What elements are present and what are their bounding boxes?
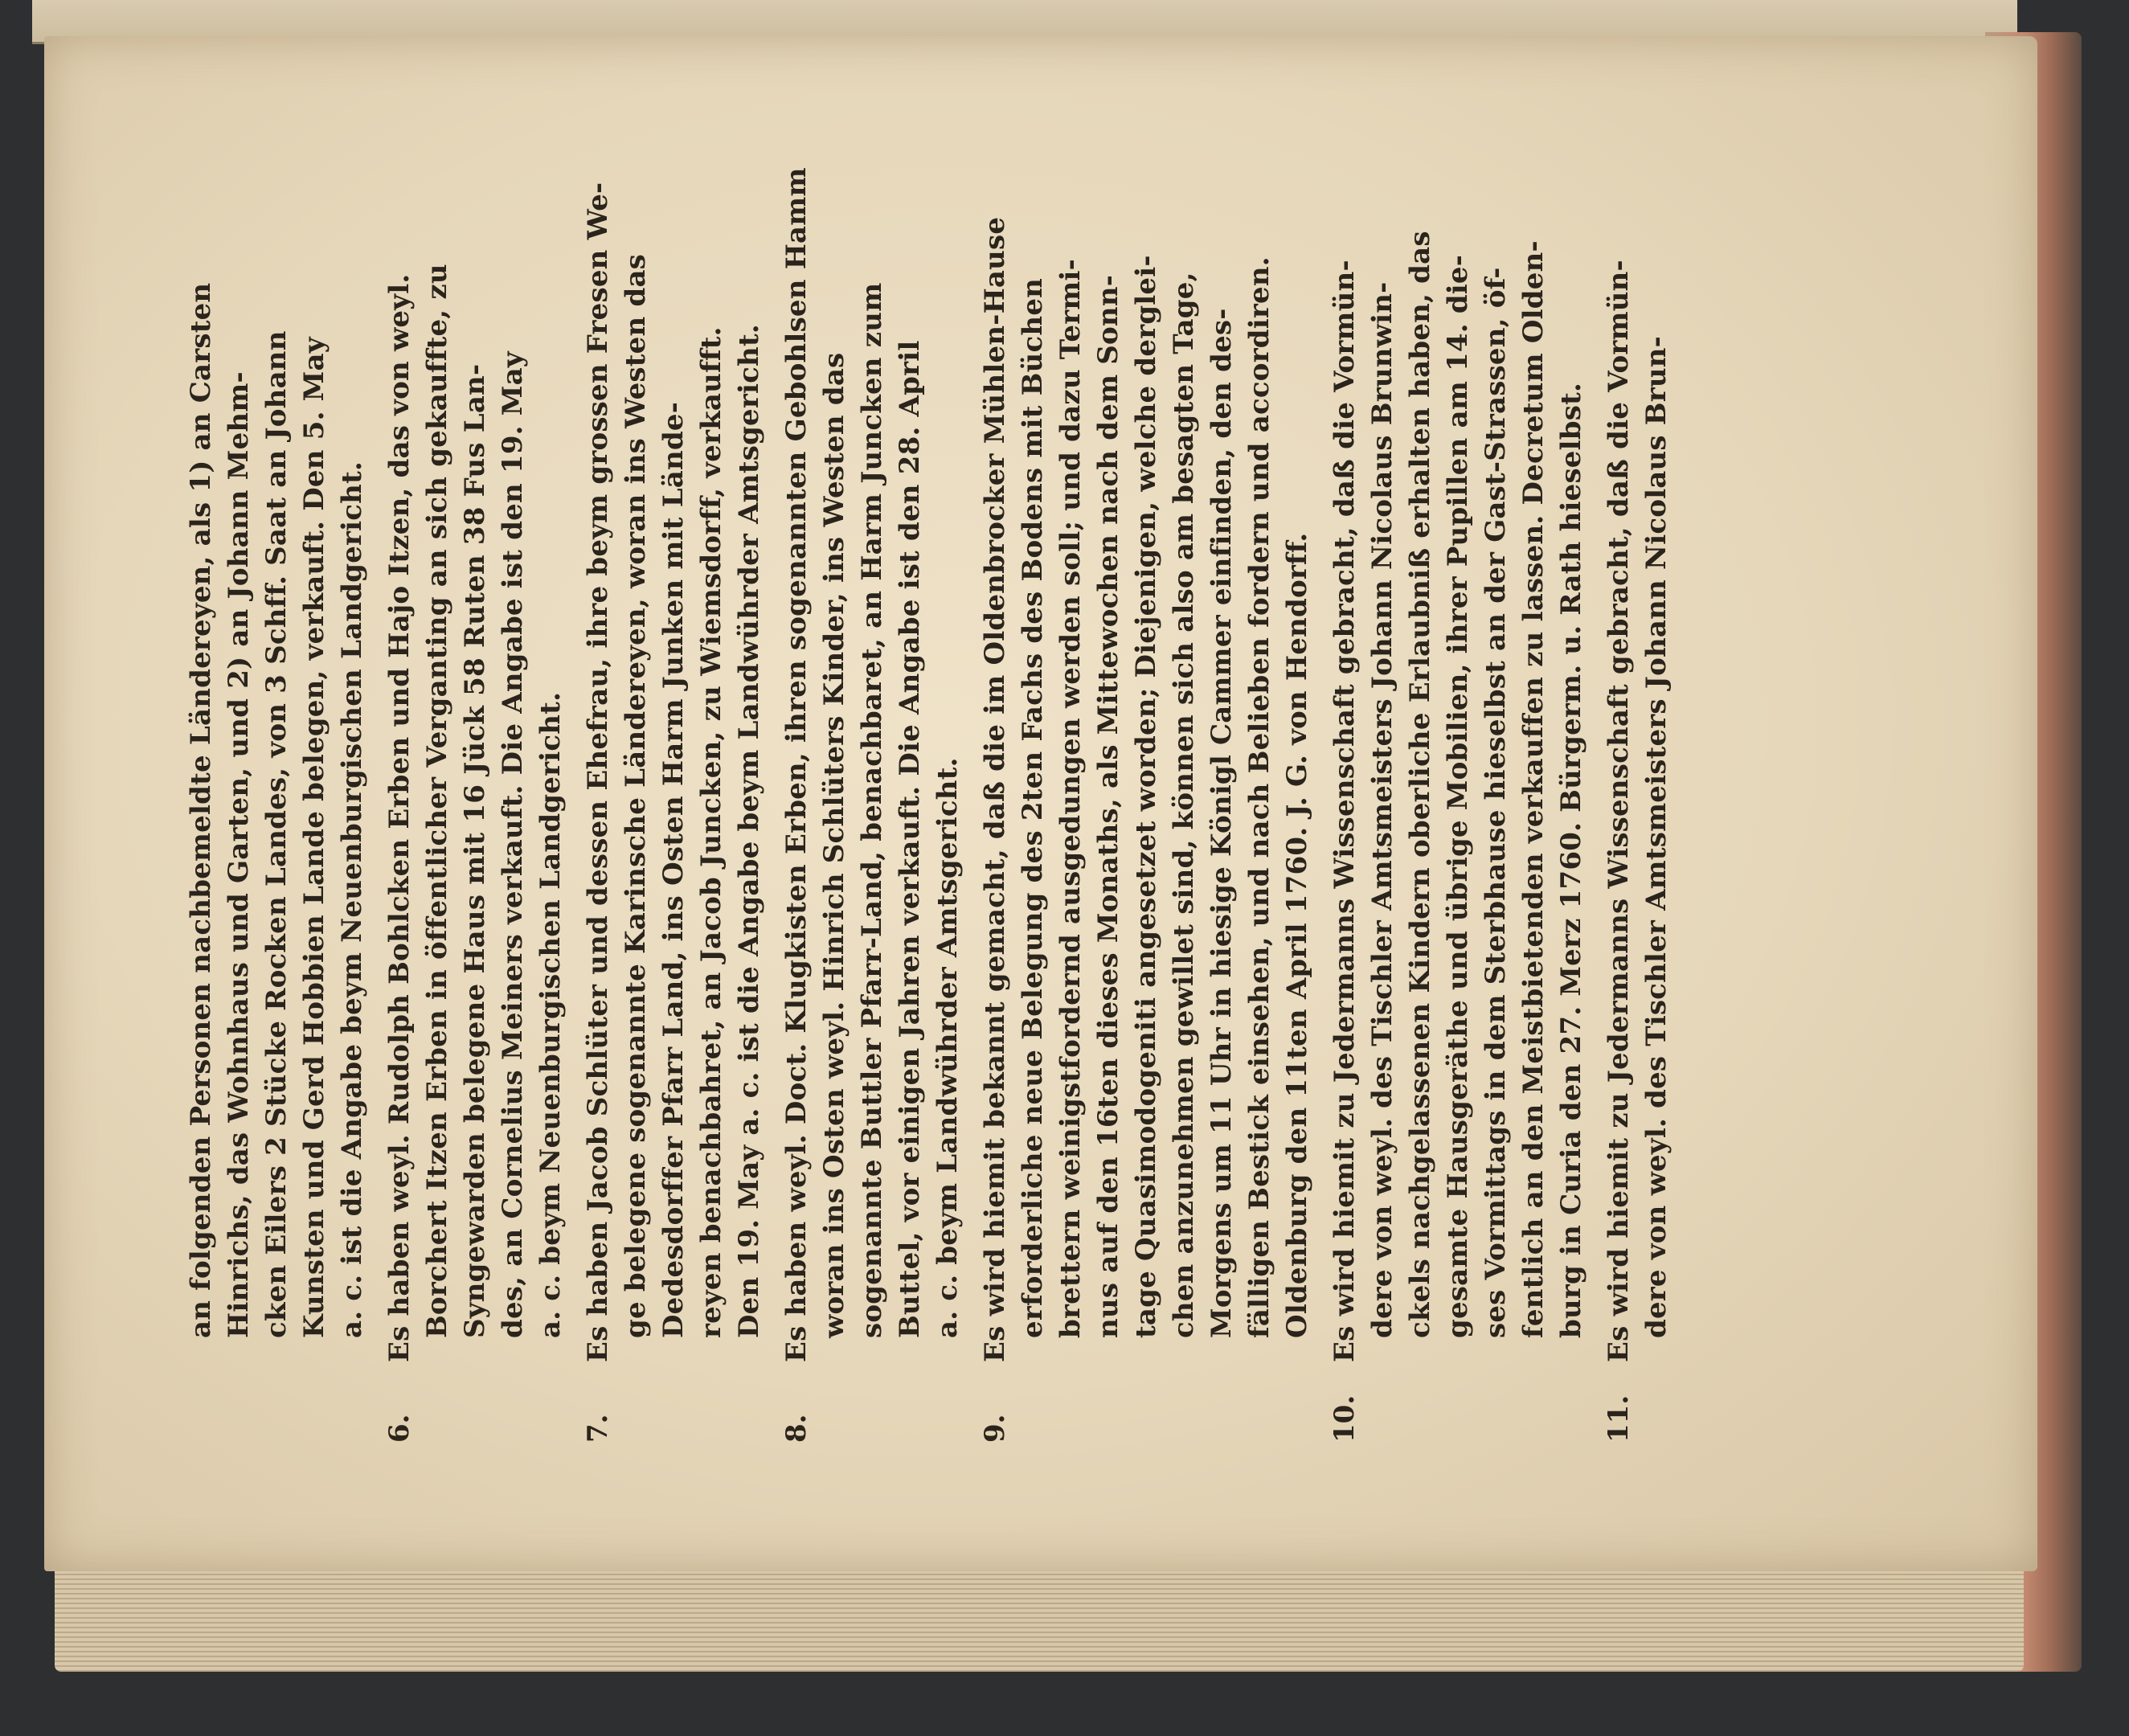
text-line: sogenannte Buttler Pfarr-Land, benachbaret, an Harm Juncken zum <box>856 282 888 1338</box>
text-line: Es haben Jacob Schlüter und dessen Ehefrau, ihre beym grossen Fresen We- <box>582 182 614 1362</box>
text-line: woran ins Osten weyl. Hinrich Schlüters Kinder, ins Westen das <box>818 352 850 1338</box>
text-line: brettern weinigstfordernd ausgedungen werden soll; und dazu Termi- <box>1054 259 1087 1338</box>
entry-number: 7. <box>582 1414 614 1443</box>
text-line: cken Eilers 2 Stücke Rocken Landes, von 3 Schff. Saat an Johann <box>260 330 293 1338</box>
text-line: a. c. beym Neuenburgischen Landgericht. <box>534 691 567 1338</box>
text-line: Dedesdorffer Pfarr Land, ins Osten Harm Junken mit Lände- <box>657 401 690 1338</box>
text-line: dere von weyl. des Tischler Amtsmeisters Johann Nicolaus Brun- <box>1640 336 1672 1338</box>
text-line: ckels nachgelassenen Kindern oberliche Erlaubniß erhalten haben, das <box>1404 231 1436 1338</box>
text-line: ge belegene sogenannte Karinsche Ländereyen, woran ins Westen das <box>620 253 652 1338</box>
text-line: Es haben weyl. Rudolph Bohlcken Erben und Hajo Itzen, das von weyl. <box>383 273 416 1362</box>
text-line: Kunsten und Gerd Hobbien Lande belegen, verkauft. Den 5. May <box>298 337 330 1338</box>
text-block <box>185 157 1712 1443</box>
text-line: Es wird hiemit bekannt gemacht, daß die im Oldenbrocker Mühlen-Hause <box>979 216 1011 1362</box>
text-line: nus auf den 16ten dieses Monaths, als Mittewochen nach dem Sonn- <box>1092 274 1124 1338</box>
text-line: des, an Cornelius Meiners verkauft. Die Angabe ist den 19. May <box>497 351 529 1338</box>
text-line: a. c. beym Landwührder Amtsgericht. <box>931 757 964 1338</box>
text-line: Morgens um 11 Uhr in hiesige Königl Cammer einfinden, den des- <box>1206 308 1238 1338</box>
text-line: burg in Curia den 27. Merz 1760. Bürgerm. u. Rath hieselbst. <box>1555 382 1587 1338</box>
text-line: Hinrichs, das Wohnhaus und Garten, und 2) an Johann Mehm- <box>223 371 255 1338</box>
text-line: a. c. ist die Angabe beym Neuenburgischen Landgericht. <box>336 461 368 1338</box>
text-line: Es haben weyl. Doct. Klugkisten Erben, ihren sogenannten Gebohlsen Hamm <box>780 167 813 1362</box>
text-line: Syngewarden belegene Haus mit 16 Jück 58 Ruten 38 Fus Lan- <box>459 363 491 1338</box>
entry-number: 10. <box>1329 1394 1361 1443</box>
text-line: reyen benachbahret, an Jacob Juncken, zu Wiemsdorff, verkaufft. <box>695 326 727 1338</box>
entry-number: 8. <box>780 1414 813 1443</box>
text-line: fälligen Bestick einsehen, und nach Belieben fordern und accordiren. <box>1243 256 1275 1338</box>
text-line: Es wird hiemit zu Jedermanns Wissenschaft gebracht, daß die Vormün- <box>1603 260 1635 1362</box>
text-line: gesamte Hausgeräthe und übrige Mobilien, ihrer Pupillen am 14. die- <box>1442 254 1474 1338</box>
text-line: chen anzunehmen gewillet sind, können sich also am besagten Tage, <box>1168 272 1200 1338</box>
text-line: Es wird hiemit zu Jedermanns Wissenschaft gebracht, daß die Vormün- <box>1329 260 1361 1362</box>
text-line: Den 19. May a. c. ist die Angabe beym Landwührder Amtsgericht. <box>733 324 765 1338</box>
text-line: Oldenburg den 11ten April 1760. J. G. von Hendorff. <box>1281 532 1313 1338</box>
document-page <box>44 36 2037 1571</box>
entry-number: 9. <box>979 1414 1011 1443</box>
text-line: an folgenden Personen nachbemeldte Ländereyen, als 1) an Carsten <box>185 282 217 1338</box>
text-line: erforderliche neue Belegung des 2ten Fachs des Bodens mit Büchen <box>1017 277 1049 1338</box>
entry-number: 6. <box>383 1414 416 1443</box>
text-line: tage Quasimodogeniti angesetzet worden; Diejenigen, welche derglei- <box>1130 255 1162 1338</box>
entry-number: 11. <box>1603 1394 1635 1443</box>
text-line: fentlich an den Meistbietenden verkauffen zu lassen. Decretum Olden- <box>1517 240 1550 1338</box>
text-line: dere von weyl. des Tischler Amtsmeisters Johann Nicolaus Brunwin- <box>1366 281 1398 1338</box>
text-line: Borchert Itzen Erben in öffentlicher Verganting an sich gekauffte, zu <box>421 264 453 1338</box>
text-line: ses Vormittags in dem Sterbhause hieselbst an der Gast-Strassen, öf- <box>1480 267 1512 1338</box>
rotated-text <box>185 157 1712 1443</box>
text-line: Buttel, vor einigen Jahren verkauft. Die Angabe ist den 28. April <box>894 340 926 1338</box>
